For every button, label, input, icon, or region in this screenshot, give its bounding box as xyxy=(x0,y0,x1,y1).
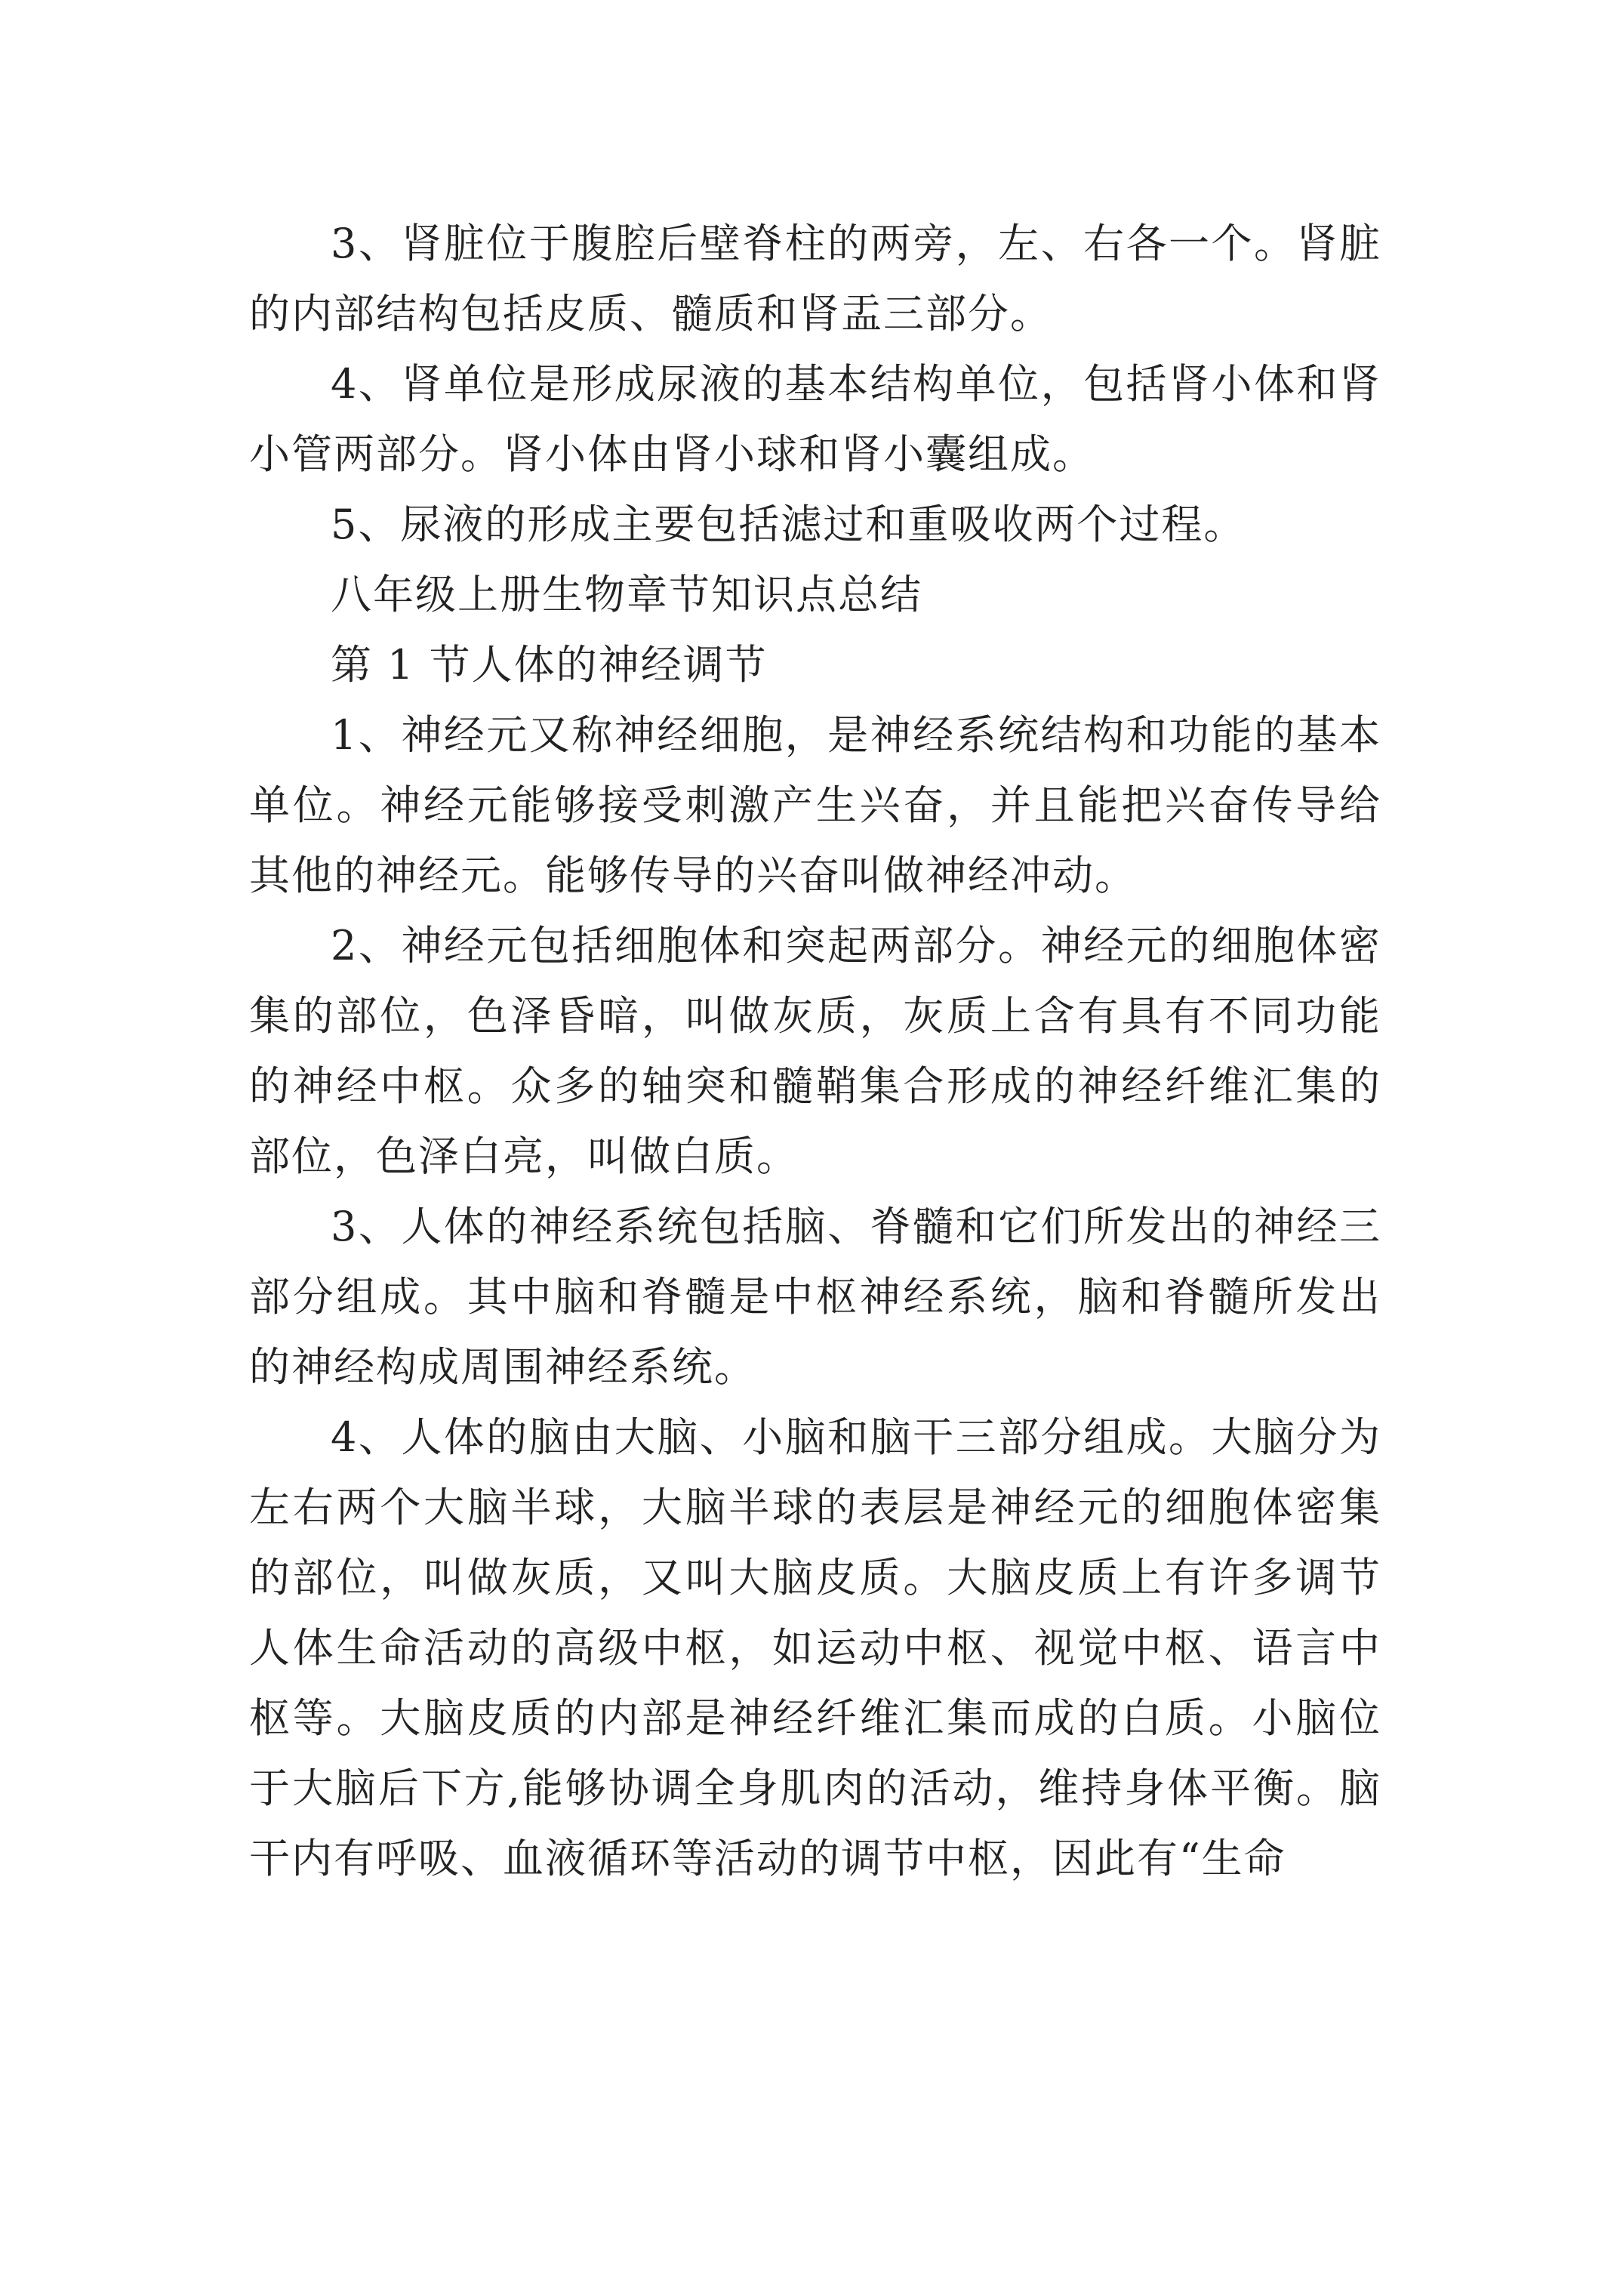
paragraph-neuron: 1、神经元又称神经细胞，是神经系统结构和功能的基本单位。神经元能够接受刺激产生兴奋，并且能把兴奋传导给其他的神经元。能够传导的兴奋叫做神经冲动。 xyxy=(249,711,1381,899)
paragraph-nervous-system: 3、人体的神经系统包括脑、脊髓和它们所发出的神经三部分组成。其中脑和脊髓是中枢神经系统，脑和脊髓所发出的神经构成周围神经系统。 xyxy=(249,1203,1381,1391)
paragraph-nephron: 4、肾单位是形成尿液的基本结构单位，包括肾小体和肾小管两部分。肾小体由肾小球和肾小囊组成。 xyxy=(249,360,1381,478)
paragraph-urine-formation: 5、尿液的形成主要包括滤过和重吸收两个过程。 xyxy=(331,501,1246,548)
section-title: 八年级上册生物章节知识点总结 xyxy=(331,571,922,618)
section-subtitle: 第 1 节人体的神经调节 xyxy=(331,641,768,689)
paragraph-kidney-location: 3、肾脏位于腹腔后壁脊柱的两旁，左、右各一个。肾脏的内部结构包括皮质、髓质和肾盂三部分。 xyxy=(249,220,1381,337)
paragraph-brain: 4、人体的脑由大脑、小脑和脑干三部分组成。大脑分为左右两个大脑半球，大脑半球的表层是神经元的细胞体密集的部位，叫做灰质，又叫大脑皮质。大脑皮质上有许多调节人体生命活动的高级中枢，如运动中枢、视觉中枢、语言中枢等。大脑皮质的内部是神经纤维汇集而成的白质。小脑位于大脑后下方,能够协调全身肌肉的活动，维持身体平衡。脑干内有呼吸、血液循环等活动的调节中枢，因此有“生命 xyxy=(249,1413,1381,1882)
document-body xyxy=(249,208,1381,1894)
paragraph-neuron-structure: 2、神经元包括细胞体和突起两部分。神经元的细胞体密集的部位，色泽昏暗，叫做灰质，灰质上含有具有不同功能的神经中枢。众多的轴突和髓鞘集合形成的神经纤维汇集的部位，色泽白亮，叫做白质。 xyxy=(249,922,1381,1180)
